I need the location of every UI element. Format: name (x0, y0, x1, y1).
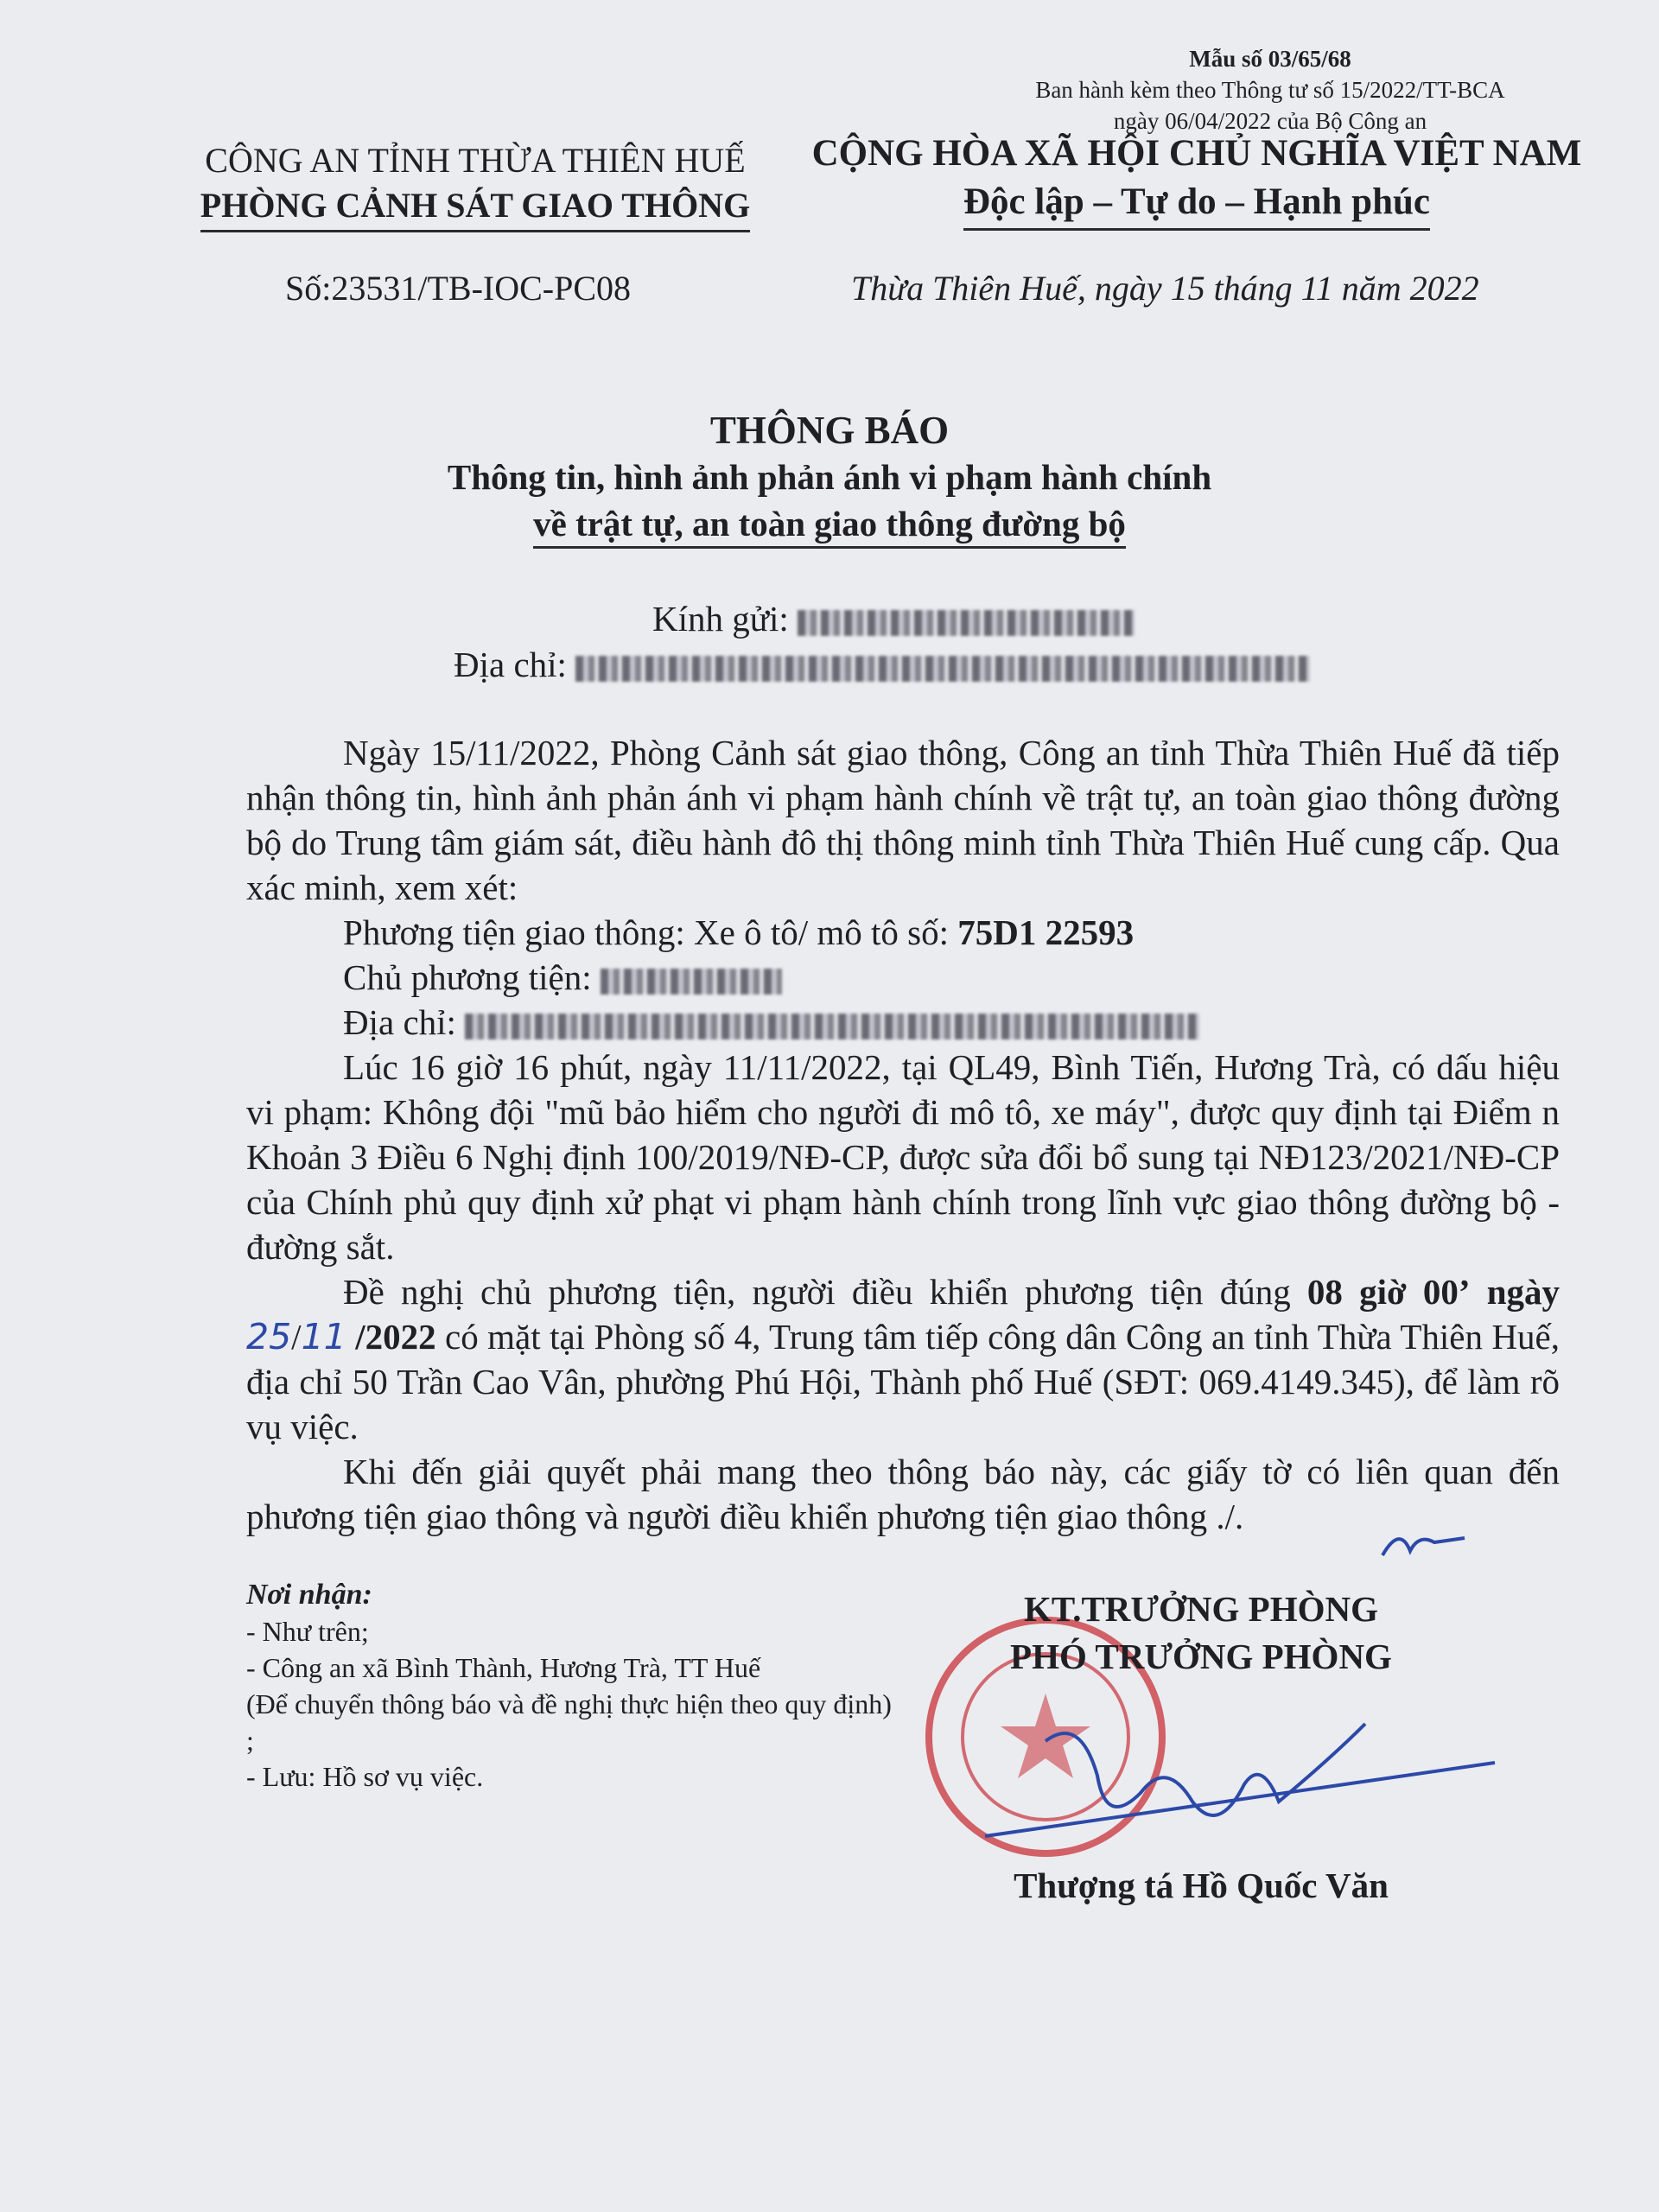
document-number: Số:23531/TB-IOC-PC08 (285, 269, 632, 308)
owner-address-line (246, 1000, 1560, 1045)
redacted-owner-address (465, 1014, 1199, 1039)
agency-parent: CÔNG AN TỈNH THỪA THIÊN HUẾ (205, 141, 746, 180)
p3-rest: có mặt tại Phòng số 4, Trung tâm tiếp công dân Công an tỉnh Thừa Thiên Huế, địa chỉ 50 Trần Cao Vân, phường Phú Hội, Thành phố Huế (SĐT: 069.4149.345), để làm rõ vụ việc. (246, 1317, 1560, 1446)
p3-time: 08 giờ 00’ (1306, 1272, 1471, 1312)
signature-stroke (1046, 1724, 1365, 1815)
document-subtitle-2 (0, 503, 1659, 549)
body-paragraph-2: Lúc 16 giờ 16 phút, ngày 11/11/2022, tại QL49, Bình Tiến, Hương Trà, có dấu hiệu vi phạm: Không đội "mũ bảo hiểm cho người đi mô tô, xe máy", được quy định tại Điểm n Khoản 3 Điều 6 Nghị định 100/2019/NĐ-CP, được sửa đổi bổ sung tại NĐ123/2021/NĐ-CP của Chính phủ quy định xử phạt vi phạm hành chính trong lĩnh vực giao thông đường bộ - đường sắt. (246, 1047, 1560, 1267)
agency-name (164, 183, 786, 232)
motto (795, 178, 1599, 231)
vehicle-plate: 75D1 22593 (957, 912, 1135, 952)
p3-day-handwritten: 25 (246, 1316, 292, 1357)
owner-line (246, 955, 1560, 1000)
p3-month-handwritten: 11 (301, 1316, 346, 1357)
p3-year: /2022 (355, 1317, 436, 1357)
redacted-address (575, 656, 1310, 682)
p3-sep: / (291, 1317, 302, 1357)
form-line-2: ngày 06/04/2022 của Bộ Công an (1113, 108, 1427, 134)
vehicle-line (246, 910, 1560, 955)
document-subtitle-1: Thông tin, hình ảnh phản ánh vi phạm hành chính (447, 457, 1212, 497)
body-paragraph-3 (246, 1269, 1560, 1449)
redacted-owner (601, 969, 782, 995)
signer-name: Thượng tá Hồ Quốc Văn (1014, 1866, 1389, 1905)
form-code: Mẫu số 03/65/68 (1189, 46, 1351, 72)
p3-start: Đề nghị chủ phương tiện, người điều khiển phương tiện đúng (343, 1272, 1291, 1312)
recipients-title: Nơi nhận: (246, 1579, 372, 1611)
owner-label: Chủ phương tiện: (343, 957, 592, 997)
body-paragraph-1: Ngày 15/11/2022, Phòng Cảnh sát giao thông, Công an tỉnh Thừa Thiên Huế đã tiếp nhận thông tin, hình ảnh phản ánh vi phạm hành chính về trật tự, an toàn giao thông đường bộ do Trung tâm giám sát, điều hành đô thị thông minh tỉnh Thừa Thiên Huế cung cấp. Qua xác minh, xem xét: (246, 733, 1560, 907)
addressee-to (652, 598, 1135, 639)
recipient-item: - Công an xã Bình Thành, Hương Trà, TT Huế (246, 1652, 761, 1683)
addressee-address (454, 644, 1310, 685)
redacted-name (798, 610, 1135, 636)
p3-day-label: ngày (1486, 1272, 1560, 1312)
handwritten-signature (968, 1707, 1503, 1862)
recipients-block (246, 1577, 903, 1795)
agency-header (164, 138, 786, 232)
addressee-address-label: Địa chỉ: (454, 645, 567, 684)
form-line-1: Ban hành kèm theo Thông tư số 15/2022/TT-BCA (1035, 77, 1505, 103)
signer-title-1: KT.TRƯỞNG PHÒNG (1024, 1589, 1378, 1629)
vehicle-label: Phương tiện giao thông: Xe ô tô/ mô tô số: (343, 912, 950, 952)
signature-stroke (985, 1763, 1495, 1836)
body-paragraph-4: Khi đến giải quyết phải mang theo thông báo này, các giấy tờ có liên quan đến phương tiện giao thông và người điều khiển phương tiện giao thông ./. (246, 1452, 1560, 1536)
recipient-item: (Để chuyển thông báo và đề nghị thực hiện theo quy định) ; (246, 1688, 892, 1756)
recipient-item: - Lưu: Hồ sơ vụ việc. (246, 1761, 484, 1792)
signer-title-2: PHÓ TRƯỞNG PHÒNG (1010, 1637, 1392, 1676)
motto-text: Độc lập – Tự do – Hạnh phúc (963, 178, 1430, 231)
document-title: THÔNG BÁO (709, 409, 950, 452)
national-header (795, 130, 1599, 231)
addressee-to-label: Kính gửi: (652, 599, 789, 639)
form-reference (968, 43, 1573, 137)
agency-name-text: PHÒNG CẢNH SÁT GIAO THÔNG (200, 183, 750, 232)
country-name: CỘNG HÒA XÃ HỘI CHỦ NGHĨA VIỆT NAM (811, 133, 1582, 174)
initial-mark (1374, 1508, 1469, 1568)
issue-date: Thừa Thiên Huế, ngày 15 tháng 11 năm 2022 (851, 269, 1479, 308)
recipient-item: - Như trên; (246, 1616, 369, 1647)
initial-stroke (1382, 1538, 1465, 1555)
document-subtitle-2-text: về trật tự, an toàn giao thông đường bộ (533, 503, 1126, 549)
owner-address-label: Địa chỉ: (343, 1002, 456, 1042)
